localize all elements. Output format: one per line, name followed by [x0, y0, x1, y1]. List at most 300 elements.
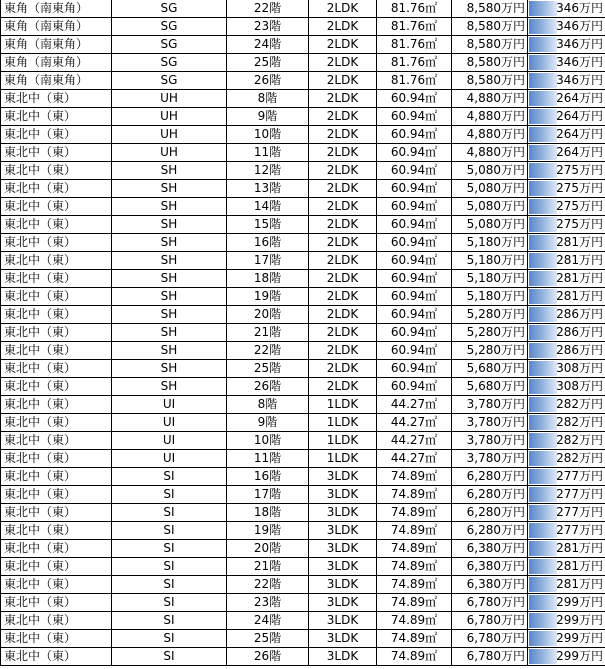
data-bar [529, 595, 557, 610]
unit-price-text: 282万円 [556, 397, 603, 411]
table-body [1, 0, 605, 666]
layout-cell: 2LDK [309, 306, 377, 324]
price-cell: 5,180万円 [452, 288, 528, 306]
layout-cell: 3LDK [309, 540, 377, 558]
type-cell: SH [112, 342, 227, 360]
direction-cell: 東角（南東角） [1, 72, 112, 90]
price-cell: 5,180万円 [452, 252, 528, 270]
area-cell: 81.76㎡ [377, 18, 452, 36]
area-cell: 81.76㎡ [377, 0, 452, 18]
price-cell: 8,580万円 [452, 0, 528, 18]
table-row [1, 630, 605, 648]
table-row [1, 234, 605, 252]
direction-cell: 東角（南東角） [1, 0, 112, 18]
data-bar [529, 253, 557, 268]
type-cell: UH [112, 144, 227, 162]
direction-cell: 東北中（東） [1, 630, 112, 648]
direction-cell: 東北中（東） [1, 432, 112, 450]
price-cell: 5,280万円 [452, 306, 528, 324]
price-cell: 6,280万円 [452, 486, 528, 504]
type-cell: SI [112, 612, 227, 630]
data-bar [529, 1, 557, 16]
table-row [1, 36, 605, 54]
price-cell: 6,280万円 [452, 504, 528, 522]
table-row [1, 576, 605, 594]
unit-price-text: 286万円 [556, 325, 603, 339]
unit-price-cell [528, 0, 605, 18]
layout-cell: 2LDK [309, 234, 377, 252]
layout-cell: 2LDK [309, 72, 377, 90]
table-row [1, 504, 605, 522]
floor-cell: 20階 [227, 306, 309, 324]
unit-price-cell [528, 72, 605, 90]
unit-price-text: 282万円 [556, 433, 603, 447]
floor-cell: 22階 [227, 576, 309, 594]
table-row [1, 18, 605, 36]
price-cell: 5,680万円 [452, 378, 528, 396]
type-cell: UI [112, 432, 227, 450]
type-cell: SH [112, 234, 227, 252]
unit-price-cell [528, 468, 605, 486]
type-cell: SG [112, 54, 227, 72]
direction-cell: 東北中（東） [1, 594, 112, 612]
area-cell: 60.94㎡ [377, 342, 452, 360]
data-bar [529, 55, 557, 70]
table-row [1, 540, 605, 558]
layout-cell: 2LDK [309, 36, 377, 54]
price-cell: 5,280万円 [452, 342, 528, 360]
direction-cell: 東北中（東） [1, 486, 112, 504]
type-cell: UI [112, 414, 227, 432]
direction-cell: 東北中（東） [1, 648, 112, 666]
price-cell: 8,580万円 [452, 72, 528, 90]
unit-price-cell [528, 540, 605, 558]
layout-cell: 3LDK [309, 558, 377, 576]
data-bar [529, 343, 557, 358]
unit-price-cell [528, 486, 605, 504]
unit-price-cell [528, 594, 605, 612]
floor-cell: 17階 [227, 486, 309, 504]
type-cell: SH [112, 252, 227, 270]
unit-price-text: 281万円 [556, 235, 603, 249]
price-cell: 5,180万円 [452, 270, 528, 288]
unit-price-cell [528, 630, 605, 648]
floor-cell: 22階 [227, 342, 309, 360]
layout-cell: 3LDK [309, 468, 377, 486]
floor-cell: 23階 [227, 594, 309, 612]
layout-cell: 1LDK [309, 396, 377, 414]
direction-cell: 東北中（東） [1, 504, 112, 522]
floor-cell: 25階 [227, 360, 309, 378]
area-cell: 74.89㎡ [377, 594, 452, 612]
data-bar [529, 235, 557, 250]
unit-price-cell [528, 558, 605, 576]
unit-price-text: 299万円 [556, 613, 603, 627]
direction-cell: 東北中（東） [1, 198, 112, 216]
unit-price-text: 286万円 [556, 307, 603, 321]
data-bar [529, 523, 557, 538]
area-cell: 44.27㎡ [377, 432, 452, 450]
unit-price-text: 346万円 [556, 37, 603, 51]
price-cell: 5,180万円 [452, 234, 528, 252]
unit-price-text: 277万円 [556, 487, 603, 501]
price-cell: 5,080万円 [452, 216, 528, 234]
direction-cell: 東北中（東） [1, 126, 112, 144]
direction-cell: 東北中（東） [1, 90, 112, 108]
data-bar [529, 433, 557, 448]
table-row [1, 126, 605, 144]
area-cell: 60.94㎡ [377, 108, 452, 126]
table-row [1, 90, 605, 108]
price-cell: 3,780万円 [452, 432, 528, 450]
layout-cell: 2LDK [309, 360, 377, 378]
price-cell: 4,880万円 [452, 108, 528, 126]
price-cell: 5,080万円 [452, 180, 528, 198]
unit-price-text: 277万円 [556, 523, 603, 537]
floor-cell: 11階 [227, 450, 309, 468]
data-bar [529, 199, 557, 214]
area-cell: 60.94㎡ [377, 180, 452, 198]
direction-cell: 東北中（東） [1, 252, 112, 270]
unit-price-cell [528, 162, 605, 180]
data-bar [529, 73, 557, 88]
area-cell: 74.89㎡ [377, 522, 452, 540]
price-cell: 6,780万円 [452, 612, 528, 630]
floor-cell: 14階 [227, 198, 309, 216]
unit-price-cell [528, 144, 605, 162]
table-row [1, 72, 605, 90]
unit-price-text: 299万円 [556, 595, 603, 609]
data-bar [529, 613, 557, 628]
layout-cell: 2LDK [309, 378, 377, 396]
data-bar [529, 307, 557, 322]
price-cell: 3,780万円 [452, 450, 528, 468]
layout-cell: 3LDK [309, 648, 377, 666]
direction-cell: 東北中（東） [1, 270, 112, 288]
type-cell: SI [112, 504, 227, 522]
table-row [1, 108, 605, 126]
layout-cell: 1LDK [309, 450, 377, 468]
direction-cell: 東北中（東） [1, 216, 112, 234]
type-cell: UH [112, 126, 227, 144]
unit-price-cell [528, 18, 605, 36]
direction-cell: 東北中（東） [1, 576, 112, 594]
type-cell: SI [112, 486, 227, 504]
area-cell: 44.27㎡ [377, 414, 452, 432]
unit-price-cell [528, 306, 605, 324]
type-cell: SI [112, 648, 227, 666]
area-cell: 60.94㎡ [377, 144, 452, 162]
table-row [1, 162, 605, 180]
type-cell: SH [112, 306, 227, 324]
price-cell: 6,280万円 [452, 522, 528, 540]
layout-cell: 2LDK [309, 126, 377, 144]
unit-price-text: 299万円 [556, 631, 603, 645]
table-row [1, 288, 605, 306]
unit-price-cell [528, 54, 605, 72]
direction-cell: 東北中（東） [1, 144, 112, 162]
floor-cell: 12階 [227, 162, 309, 180]
data-bar [529, 361, 557, 376]
table-row [1, 216, 605, 234]
layout-cell: 2LDK [309, 288, 377, 306]
type-cell: SG [112, 36, 227, 54]
unit-price-text: 264万円 [556, 127, 603, 141]
table-row [1, 252, 605, 270]
table-row [1, 324, 605, 342]
unit-price-text: 281万円 [556, 541, 603, 555]
floor-cell: 25階 [227, 54, 309, 72]
area-cell: 44.27㎡ [377, 450, 452, 468]
unit-price-text: 277万円 [556, 469, 603, 483]
data-bar [529, 397, 557, 412]
area-cell: 74.89㎡ [377, 558, 452, 576]
floor-cell: 26階 [227, 648, 309, 666]
type-cell: SG [112, 0, 227, 18]
unit-price-text: 346万円 [556, 19, 603, 33]
floor-cell: 23階 [227, 18, 309, 36]
price-cell: 4,880万円 [452, 144, 528, 162]
data-bar [529, 451, 557, 466]
layout-cell: 2LDK [309, 270, 377, 288]
table-row [1, 594, 605, 612]
price-cell: 5,080万円 [452, 198, 528, 216]
direction-cell: 東北中（東） [1, 612, 112, 630]
table-row [1, 486, 605, 504]
layout-cell: 2LDK [309, 108, 377, 126]
unit-price-text: 281万円 [556, 577, 603, 591]
type-cell: SI [112, 522, 227, 540]
floor-cell: 24階 [227, 612, 309, 630]
layout-cell: 3LDK [309, 612, 377, 630]
area-cell: 81.76㎡ [377, 54, 452, 72]
unit-price-text: 282万円 [556, 451, 603, 465]
floor-cell: 18階 [227, 504, 309, 522]
table-row [1, 450, 605, 468]
price-cell: 8,580万円 [452, 36, 528, 54]
floor-cell: 15階 [227, 216, 309, 234]
unit-price-cell [528, 396, 605, 414]
area-cell: 81.76㎡ [377, 72, 452, 90]
layout-cell: 2LDK [309, 342, 377, 360]
floor-cell: 21階 [227, 558, 309, 576]
direction-cell: 東北中（東） [1, 306, 112, 324]
price-cell: 6,780万円 [452, 594, 528, 612]
unit-price-cell [528, 342, 605, 360]
floor-cell: 24階 [227, 36, 309, 54]
floor-cell: 9階 [227, 414, 309, 432]
layout-cell: 3LDK [309, 630, 377, 648]
price-cell: 6,380万円 [452, 558, 528, 576]
type-cell: SI [112, 630, 227, 648]
unit-price-text: 281万円 [556, 253, 603, 267]
unit-price-cell [528, 612, 605, 630]
area-cell: 60.94㎡ [377, 234, 452, 252]
unit-price-cell [528, 108, 605, 126]
layout-cell: 2LDK [309, 216, 377, 234]
data-bar [529, 469, 557, 484]
unit-price-cell [528, 648, 605, 666]
table-row [1, 198, 605, 216]
price-cell: 5,680万円 [452, 360, 528, 378]
price-cell: 4,880万円 [452, 126, 528, 144]
table-row [1, 648, 605, 666]
area-cell: 74.89㎡ [377, 468, 452, 486]
price-cell: 6,780万円 [452, 630, 528, 648]
price-cell: 8,580万円 [452, 54, 528, 72]
floor-cell: 19階 [227, 288, 309, 306]
layout-cell: 2LDK [309, 252, 377, 270]
unit-price-text: 264万円 [556, 91, 603, 105]
unit-price-text: 281万円 [556, 271, 603, 285]
area-cell: 60.94㎡ [377, 162, 452, 180]
area-cell: 60.94㎡ [377, 324, 452, 342]
area-cell: 60.94㎡ [377, 306, 452, 324]
data-bar [529, 559, 557, 574]
table-row [1, 144, 605, 162]
unit-price-text: 346万円 [556, 73, 603, 87]
floor-cell: 26階 [227, 378, 309, 396]
layout-cell: 2LDK [309, 324, 377, 342]
unit-price-cell [528, 126, 605, 144]
direction-cell: 東北中（東） [1, 162, 112, 180]
direction-cell: 東北中（東） [1, 324, 112, 342]
table-row [1, 0, 605, 18]
floor-cell: 8階 [227, 90, 309, 108]
direction-cell: 東北中（東） [1, 288, 112, 306]
unit-price-text: 275万円 [556, 181, 603, 195]
area-cell: 60.94㎡ [377, 378, 452, 396]
unit-price-cell [528, 36, 605, 54]
price-cell: 5,080万円 [452, 162, 528, 180]
type-cell: SH [112, 324, 227, 342]
area-cell: 60.94㎡ [377, 252, 452, 270]
type-cell: SG [112, 72, 227, 90]
direction-cell: 東角（南東角） [1, 36, 112, 54]
unit-price-text: 308万円 [556, 379, 603, 393]
floor-cell: 10階 [227, 432, 309, 450]
price-cell: 8,580万円 [452, 18, 528, 36]
floor-cell: 8階 [227, 396, 309, 414]
area-cell: 44.27㎡ [377, 396, 452, 414]
direction-cell: 東角（南東角） [1, 54, 112, 72]
floor-cell: 21階 [227, 324, 309, 342]
floor-cell: 19階 [227, 522, 309, 540]
unit-price-text: 282万円 [556, 415, 603, 429]
unit-price-text: 281万円 [556, 289, 603, 303]
layout-cell: 2LDK [309, 180, 377, 198]
table-row [1, 522, 605, 540]
data-bar [529, 289, 557, 304]
unit-price-cell [528, 270, 605, 288]
layout-cell: 3LDK [309, 504, 377, 522]
layout-cell: 1LDK [309, 414, 377, 432]
floor-cell: 16階 [227, 468, 309, 486]
unit-price-cell [528, 216, 605, 234]
floor-cell: 25階 [227, 630, 309, 648]
direction-cell: 東北中（東） [1, 540, 112, 558]
unit-price-text: 281万円 [556, 559, 603, 573]
floor-cell: 16階 [227, 234, 309, 252]
floor-cell: 22階 [227, 0, 309, 18]
direction-cell: 東角（南東角） [1, 18, 112, 36]
unit-price-cell [528, 504, 605, 522]
unit-price-cell [528, 198, 605, 216]
area-cell: 60.94㎡ [377, 198, 452, 216]
area-cell: 74.89㎡ [377, 630, 452, 648]
data-bar [529, 127, 557, 142]
type-cell: SH [112, 216, 227, 234]
price-cell: 6,280万円 [452, 468, 528, 486]
direction-cell: 東北中（東） [1, 450, 112, 468]
direction-cell: 東北中（東） [1, 396, 112, 414]
area-cell: 74.89㎡ [377, 486, 452, 504]
type-cell: UI [112, 396, 227, 414]
layout-cell: 2LDK [309, 144, 377, 162]
price-cell: 3,780万円 [452, 414, 528, 432]
area-cell: 74.89㎡ [377, 540, 452, 558]
direction-cell: 東北中（東） [1, 234, 112, 252]
data-bar [529, 217, 557, 232]
data-bar [529, 379, 557, 394]
type-cell: UH [112, 108, 227, 126]
type-cell: SI [112, 468, 227, 486]
data-bar [529, 109, 557, 124]
table-row [1, 342, 605, 360]
data-bar [529, 631, 557, 646]
unit-price-text: 264万円 [556, 145, 603, 159]
data-bar [529, 145, 557, 160]
data-bar [529, 541, 557, 556]
floor-cell: 20階 [227, 540, 309, 558]
table-row [1, 270, 605, 288]
direction-cell: 東北中（東） [1, 468, 112, 486]
unit-price-cell [528, 360, 605, 378]
area-cell: 60.94㎡ [377, 216, 452, 234]
unit-price-text: 346万円 [556, 55, 603, 69]
layout-cell: 3LDK [309, 594, 377, 612]
data-bar [529, 19, 557, 34]
layout-cell: 2LDK [309, 198, 377, 216]
floor-cell: 17階 [227, 252, 309, 270]
unit-price-cell [528, 324, 605, 342]
type-cell: SI [112, 558, 227, 576]
layout-cell: 2LDK [309, 162, 377, 180]
type-cell: SH [112, 360, 227, 378]
unit-price-cell [528, 180, 605, 198]
table-row [1, 378, 605, 396]
floor-cell: 13階 [227, 180, 309, 198]
unit-price-cell [528, 234, 605, 252]
floor-cell: 11階 [227, 144, 309, 162]
layout-cell: 2LDK [309, 54, 377, 72]
table-row [1, 468, 605, 486]
unit-price-cell [528, 378, 605, 396]
area-cell: 74.89㎡ [377, 648, 452, 666]
unit-price-cell [528, 432, 605, 450]
type-cell: SH [112, 180, 227, 198]
area-cell: 60.94㎡ [377, 126, 452, 144]
table-row [1, 360, 605, 378]
table-row [1, 558, 605, 576]
direction-cell: 東北中（東） [1, 558, 112, 576]
area-cell: 60.94㎡ [377, 270, 452, 288]
unit-price-text: 299万円 [556, 649, 603, 663]
data-bar [529, 163, 557, 178]
unit-price-text: 346万円 [556, 1, 603, 15]
table-row [1, 396, 605, 414]
unit-price-text: 275万円 [556, 163, 603, 177]
